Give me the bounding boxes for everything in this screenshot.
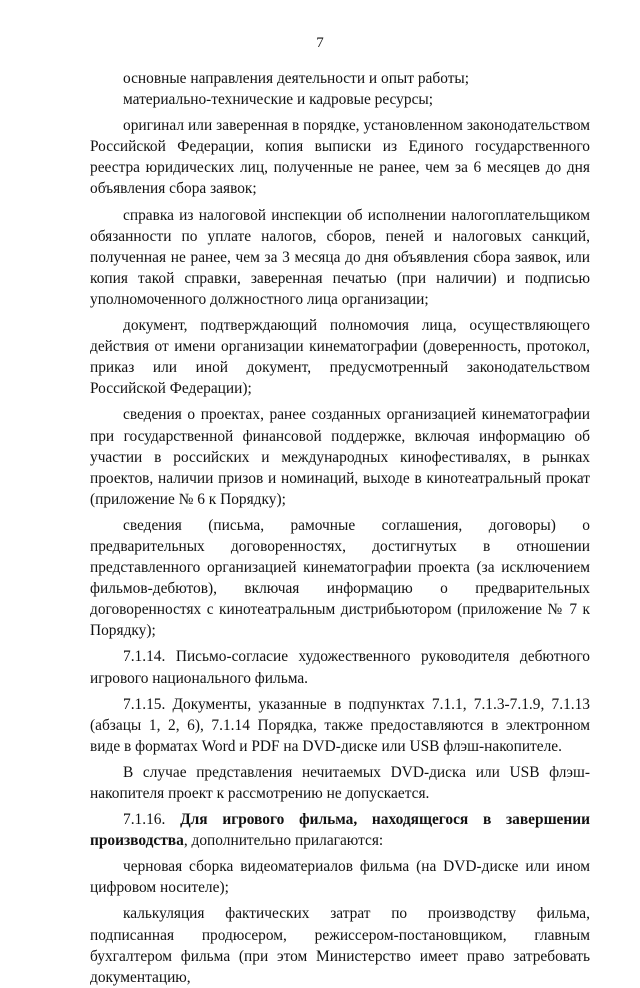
document-body xyxy=(90,68,590,988)
paragraph-directions: основные направления деятельности и опыт работы; xyxy=(123,70,470,87)
clause-number: 7.1.16. xyxy=(123,811,166,829)
bold-heading: Для игрового фильма, находящегося в завершении производства xyxy=(90,811,590,850)
paragraph-cost-calculation: калькуляция фактических затрат по производству фильма, подписанная продюсером, режиссером-постановщиком, главным бухгалтером фильма (при этом Министерство имеет право затребовать документацию, xyxy=(90,905,590,986)
paragraph-7-1-14: 7.1.14. Письмо-согласие художественного руководителя дебютного игрового национального фильма. xyxy=(90,648,590,687)
paragraph-previous-projects: сведения о проектах, ранее созданных организацией кинематографии при государственной финансовой поддержке, включая информацию об участии в российских и международных кинофестивалях, в рынках проектов, наличии призов и номинаций, выходе в кинотеатральный прокат (приложение № 6 к Порядку); xyxy=(90,406,590,508)
clause-rest: , дополнительно прилагаются: xyxy=(183,832,384,850)
paragraph-authority-document: документ, подтверждающий полномочия лица, осуществляющего действия от имени организации кинематографии (доверенность, протокол, приказ или иной документ, предусмотренный законодательством Российской Федерации); xyxy=(90,317,590,398)
paragraph-unreadable-media: В случае представления нечитаемых DVD-диска или USB флэш-накопителя проект к рассмотрению не допускается. xyxy=(90,763,590,802)
paragraph-7-1-15: 7.1.15. Документы, указанные в подпунктах 7.1.1, 7.1.3-7.1.9, 7.1.13 (абзацы 1, 2, 6), 7.1.14 Порядка, также предоставляются в электронном виде в форматах Word и PDF на DVD-диске или USB флэш-накопителе. xyxy=(90,695,590,755)
paragraph-rough-cut: черновая сборка видеоматериалов фильма (на DVD-диске или ином цифровом носителе); xyxy=(90,858,590,897)
paragraph-resources: материально-технические и кадровые ресурсы; xyxy=(123,91,434,109)
paragraph-preliminary-agreements: сведения (письма, рамочные соглашения, договоры) о предварительных договоренностях, достигнутых в отношении представленного организацией кинематографии проекта (за исключением фильмов-дебютов), включая информацию о предварительных договоренностях с кинотеатральным дистрибьютором (приложение № 7 к Порядку); xyxy=(90,516,590,640)
page-number: 7 xyxy=(316,35,324,51)
paragraph-tax-certificate: справка из налоговой инспекции об исполнении налогоплательщиком обязанности по уплате налогов, сборов, пеней и налоговых санкций, полученная не ранее, чем за 3 месяца до дня объявления сбора заявок, или копия такой справки, заверенная печатью (при наличии) и подписью уполномоченного должностного лица организации; xyxy=(90,206,590,308)
paragraph-7-1-16 xyxy=(90,809,590,851)
paragraph-egrul-extract: оригинал или заверенная в порядке, установленном законодательством Российской Федерации, копия выписки из Единого государственного реестра юридических лиц, полученные не ранее, чем за 6 месяцев до дня объявления сбора заявок; xyxy=(90,117,590,198)
